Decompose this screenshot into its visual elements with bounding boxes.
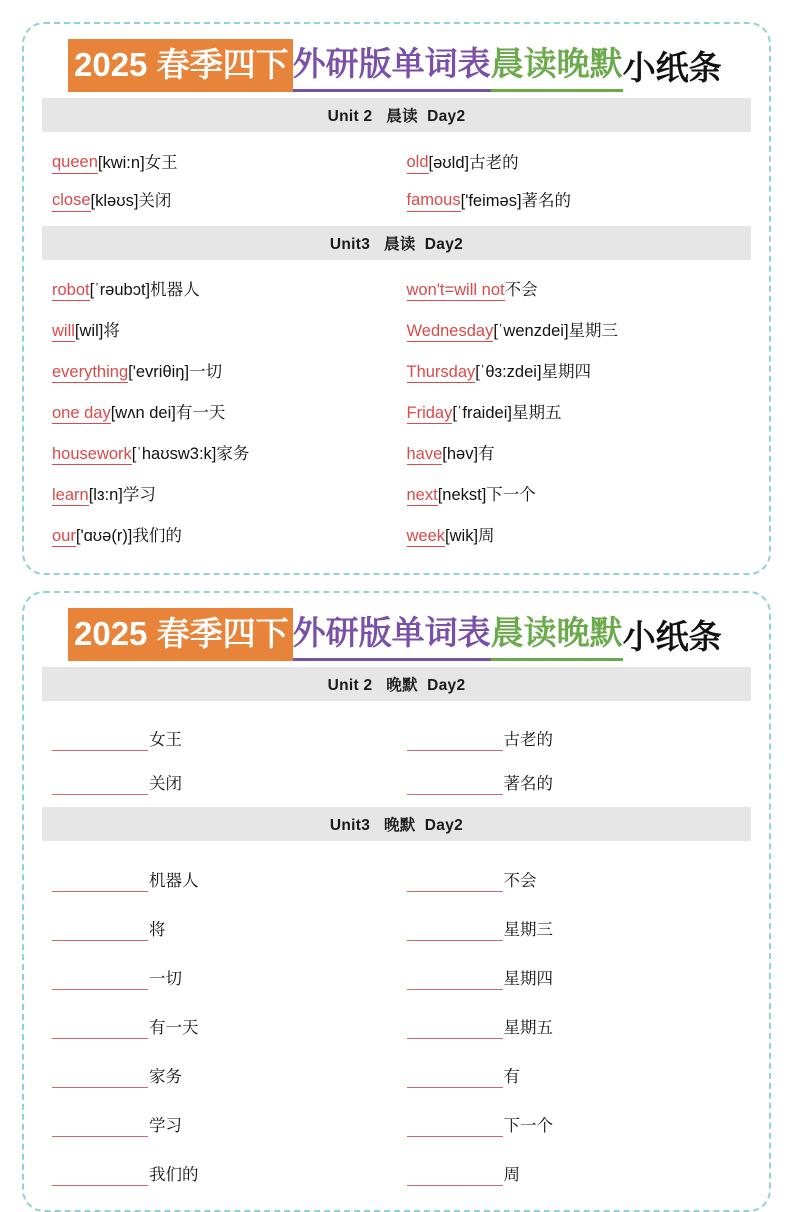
word-entry — [46, 393, 397, 434]
word-en: week — [407, 526, 446, 548]
word-ipa: [əʊld] — [428, 153, 470, 172]
word-cn: 不会 — [503, 872, 537, 891]
word-cn: 星期三 — [568, 322, 619, 341]
dictation-entry — [397, 998, 748, 1047]
title-black-text: 小纸条 — [622, 618, 722, 655]
answer-blank[interactable] — [407, 1021, 503, 1039]
section-header-unit3: Unit3 晨读 Day2 — [42, 226, 751, 260]
word-ipa: [ˈhaʊsw3:k] — [131, 445, 217, 464]
word-en: one day — [52, 403, 111, 425]
word-cn: 学习 — [122, 486, 156, 505]
word-list-unit2 — [42, 144, 751, 220]
word-cn: 下一个 — [503, 1117, 553, 1136]
dictation-entry — [46, 998, 397, 1047]
word-en: queen — [52, 152, 98, 174]
word-cn: 我们的 — [132, 527, 182, 546]
word-en: have — [407, 444, 443, 466]
word-entry — [397, 393, 748, 434]
word-cn: 星期四 — [541, 363, 592, 382]
word-cn: 星期五 — [503, 1019, 553, 1038]
word-ipa: ['evriθiŋ] — [128, 363, 190, 382]
word-cn: 古老的 — [469, 153, 519, 172]
answer-blank[interactable] — [52, 733, 148, 751]
dictation-entry — [46, 1096, 397, 1145]
dictation-entry — [397, 851, 748, 900]
dictation-entry — [46, 900, 397, 949]
card-title — [42, 38, 751, 92]
word-en: will — [52, 321, 75, 343]
dictation-entry — [397, 900, 748, 949]
word-cn: 机器人 — [150, 281, 200, 300]
dictation-entry — [397, 949, 748, 998]
word-ipa: [ˈfraidei] — [452, 404, 512, 423]
dictation-entry — [397, 713, 748, 757]
word-cn: 女王 — [144, 153, 178, 172]
section-header-unit2: Unit 2 晨读 Day2 — [42, 98, 751, 132]
word-cn: 古老的 — [503, 731, 553, 750]
word-cn: 星期四 — [503, 970, 553, 989]
title-green-text: 晨读晚默 — [491, 40, 623, 92]
answer-blank[interactable] — [407, 972, 503, 990]
word-cn: 有一天 — [149, 1019, 199, 1038]
word-ipa: [həv] — [442, 445, 479, 464]
answer-blank[interactable] — [52, 1168, 148, 1186]
dictation-entry — [397, 757, 748, 801]
word-cn: 关闭 — [138, 191, 172, 210]
word-ipa: [kləʊs] — [90, 191, 139, 210]
word-entry — [46, 311, 397, 352]
dictation-entry — [397, 1145, 748, 1194]
word-entry — [397, 516, 748, 557]
word-entry — [397, 352, 748, 393]
word-ipa: [wik] — [445, 527, 479, 546]
title-badge: 2025 春季四下 — [68, 39, 293, 92]
answer-blank[interactable] — [407, 923, 503, 941]
word-entry — [397, 270, 748, 311]
dictation-list-unit3 — [42, 851, 751, 1194]
word-cn: 我们的 — [149, 1166, 199, 1185]
word-en: Thursday — [407, 362, 476, 384]
word-entry — [46, 516, 397, 557]
word-en: everything — [52, 362, 128, 384]
dictation-entry — [397, 1047, 748, 1096]
word-en: Wednesday — [407, 321, 494, 343]
card-title — [42, 607, 751, 661]
word-cn: 家务 — [149, 1068, 182, 1087]
word-cn: 周 — [503, 1166, 520, 1185]
answer-blank[interactable] — [407, 1168, 503, 1186]
word-ipa: [ˈwenzdei] — [493, 322, 569, 341]
word-entry — [46, 434, 397, 475]
dictation-entry — [46, 949, 397, 998]
word-entry — [46, 475, 397, 516]
dictation-entry — [46, 713, 397, 757]
title-green-text: 晨读晚默 — [491, 609, 623, 661]
title-badge: 2025 春季四下 — [68, 608, 293, 661]
word-cn: 学习 — [149, 1117, 182, 1136]
reading-card — [22, 22, 771, 575]
word-cn: 家务 — [216, 445, 250, 464]
word-ipa: [wil] — [74, 322, 104, 341]
word-en: learn — [52, 485, 89, 507]
title-purple-text: 外研版单词表 — [293, 609, 491, 661]
section-header-unit3: Unit3 晚默 Day2 — [42, 807, 751, 841]
word-ipa: ['ɑʊə(r)] — [75, 527, 133, 546]
section-header-unit2: Unit 2 晚默 Day2 — [42, 667, 751, 701]
word-ipa: [ˈrəubɔt] — [89, 281, 151, 300]
dictation-entry — [46, 1145, 397, 1194]
word-en: housework — [52, 444, 132, 466]
word-en: old — [407, 152, 429, 174]
word-cn: 将 — [103, 322, 120, 341]
word-ipa: [nekst] — [437, 486, 487, 505]
answer-blank[interactable] — [52, 972, 148, 990]
word-entry — [46, 352, 397, 393]
word-entry — [46, 144, 397, 182]
answer-blank[interactable] — [52, 923, 148, 941]
dictation-entry — [46, 851, 397, 900]
dictation-entry — [397, 1096, 748, 1145]
word-cn: 著名的 — [503, 775, 553, 794]
word-en: our — [52, 526, 76, 548]
word-cn: 关闭 — [149, 775, 182, 794]
word-entry — [397, 311, 748, 352]
word-cn: 周 — [478, 527, 495, 546]
word-ipa: [wʌn dei] — [110, 404, 176, 423]
answer-blank[interactable] — [52, 1021, 148, 1039]
word-entry — [46, 182, 397, 220]
word-en: famous — [407, 190, 461, 212]
title-black-text: 小纸条 — [622, 49, 722, 86]
word-entry — [397, 434, 748, 475]
dictation-entry — [46, 757, 397, 801]
word-cn: 星期三 — [503, 921, 553, 940]
word-ipa: [lɜ:n] — [88, 486, 123, 505]
answer-blank[interactable] — [407, 733, 503, 751]
word-cn: 将 — [149, 921, 166, 940]
dictation-list-unit2 — [42, 713, 751, 801]
title-purple-text: 外研版单词表 — [293, 40, 491, 92]
word-cn: 一切 — [189, 363, 223, 382]
word-en: close — [52, 190, 91, 212]
word-entry — [397, 182, 748, 220]
word-cn: 有 — [478, 445, 495, 464]
word-entry — [397, 475, 748, 516]
word-list-unit3 — [42, 270, 751, 557]
word-cn: 机器人 — [149, 872, 199, 891]
word-entry — [46, 270, 397, 311]
word-cn: 有一天 — [175, 404, 226, 423]
dictation-card — [22, 591, 771, 1212]
word-en: Friday — [407, 403, 453, 425]
dictation-entry — [46, 1047, 397, 1096]
word-cn: 星期五 — [511, 404, 562, 423]
word-cn: 有 — [503, 1068, 520, 1087]
word-ipa: ['feiməs] — [460, 191, 522, 210]
word-en: next — [407, 485, 438, 507]
word-en: won't=will not — [407, 280, 505, 302]
word-entry — [397, 144, 748, 182]
word-ipa: [ˈθɜ:zdei] — [475, 363, 542, 382]
word-cn: 女王 — [149, 731, 182, 750]
answer-blank[interactable] — [407, 874, 503, 892]
word-ipa: [kwi:n] — [97, 153, 145, 172]
word-cn: 著名的 — [521, 191, 572, 210]
answer-blank[interactable] — [407, 777, 503, 795]
word-cn: 不会 — [504, 281, 538, 300]
answer-blank[interactable] — [52, 874, 148, 892]
answer-blank[interactable] — [52, 777, 148, 795]
word-en: robot — [52, 280, 90, 302]
word-cn: 下一个 — [486, 486, 536, 505]
answer-blank[interactable] — [52, 1070, 148, 1088]
answer-blank[interactable] — [407, 1070, 503, 1088]
word-cn: 一切 — [149, 970, 182, 989]
